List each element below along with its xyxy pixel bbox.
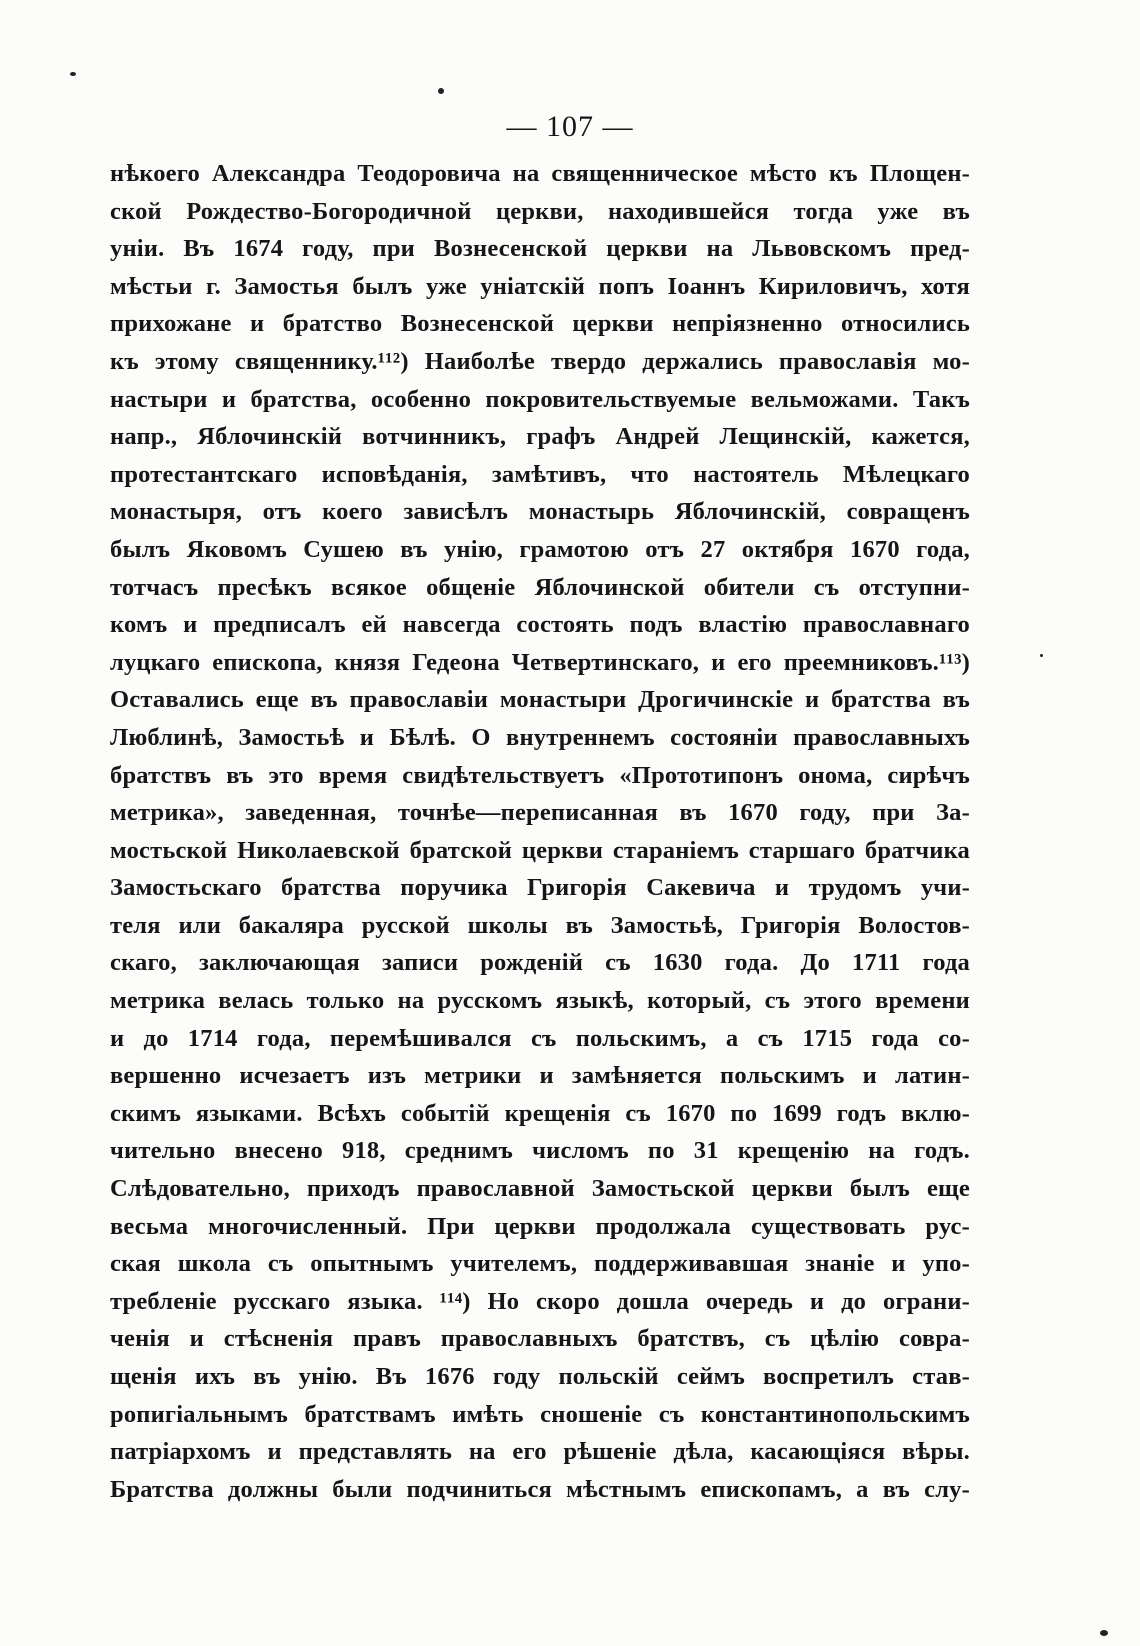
body-text <box>110 155 970 1508</box>
text-line: настыри и братства, особенно покровительствуемые вельможами. Такъ <box>110 385 970 413</box>
text-line: щенія ихъ въ унію. Въ 1676 году польскій сеймъ воспретилъ став- <box>110 1363 970 1390</box>
text-line: ской Рождество-Богородичной церкви, находившейся тогда уже въ <box>110 197 970 225</box>
text-line: къ этому священнику.¹¹²) Наиболѣе твердо держались православія мо- <box>110 347 970 375</box>
text-line: протестантскаго исповѣданія, замѣтивъ, что настоятель Мѣлецкаго <box>110 460 970 488</box>
text-line: Замостьскаго братства поручика Григорія Сакевича и трудомъ учи- <box>110 874 970 902</box>
scan-speck <box>1100 1630 1108 1636</box>
text-line: вершенно исчезаетъ изъ метрики и замѣняется польскимъ и латин- <box>110 1062 970 1090</box>
scan-speck <box>1040 654 1043 657</box>
text-line: требленіе русскаго языка. ¹¹⁴) Но скоро дошла очередь и до ограни- <box>110 1287 970 1315</box>
text-line: братствъ въ это время свидѣтельствуетъ «Прототипонъ онома, сирѣчъ <box>110 761 970 789</box>
text-line: весьма многочисленный. При церкви продолжала существовать рус- <box>110 1212 970 1240</box>
text-line: скаго, заключающая записи рожденій съ 1630 года. До 1711 года <box>110 949 970 977</box>
text-line: патріархомъ и представлять на его рѣшеніе дѣла, касающіяся вѣры. <box>110 1438 970 1466</box>
text-line: прихожане и братство Вознесенской церкви непріязненно относились <box>110 310 970 338</box>
text-line: метрика», заведенная, точнѣе—переписанная въ 1670 году, при За- <box>110 799 970 827</box>
text-line: и до 1714 года, перемѣшивался съ польскимъ, а съ 1715 года со- <box>110 1024 970 1052</box>
text-line: Слѣдовательно, приходъ православной Замостьской церкви былъ еще <box>110 1175 970 1203</box>
text-line: ская школа съ опытнымъ учителемъ, поддерживавшая знаніе и упо- <box>110 1250 970 1278</box>
text-line: монастыря, отъ коего зависѣлъ монастырь Яблочинскій, совращенъ <box>110 498 970 526</box>
text-line: луцкаго епископа, князя Гедеона Четвертинскаго, и его преемниковъ.¹¹³) <box>110 648 970 676</box>
text-line: тотчасъ пресѣкъ всякое общеніе Яблочинской обители съ отступни- <box>110 573 970 601</box>
text-line: метрика велась только на русскомъ языкѣ, который, съ этого времени <box>110 987 970 1015</box>
page-number: — 107 — <box>506 110 634 143</box>
text-line: теля или бакаляра русской школы въ Замостьѣ, Григорія Волостов- <box>110 911 970 939</box>
text-line: Люблинѣ, Замостьѣ и Бѣлѣ. О внутреннемъ состояніи православныхъ <box>110 723 970 751</box>
text-line: скимъ языками. Всѣхъ событій крещенія съ 1670 по 1699 годъ вклю- <box>110 1099 970 1127</box>
text-line: напр., Яблочинскій вотчинникъ, графъ Андрей Лещинскій, кажется, <box>110 423 970 451</box>
text-line: уніи. Въ 1674 году, при Вознесенской церкви на Львовскомъ пред- <box>110 235 970 263</box>
text-line: ченія и стѣсненія правъ православныхъ братствъ, съ цѣлію совра- <box>110 1325 970 1353</box>
text-line: чительно внесено 918, среднимъ числомъ по 31 крещенію на годъ. <box>110 1137 970 1165</box>
text-line: мѣстьи г. Замостья былъ уже уніатскій попъ Іоаннъ Кириловичъ, хотя <box>110 272 970 300</box>
scan-speck <box>438 88 444 94</box>
text-line: мостьской Николаевской братской церкви стараніемъ старшаго братчика <box>110 836 970 864</box>
text-line: нѣкоего Александра Теодоровича на священническое мѣсто къ Площен- <box>110 160 970 187</box>
text-line: былъ Яковомъ Сушею въ унію, грамотою отъ 27 октября 1670 года, <box>110 535 970 563</box>
text-line: ропигіальнымъ братствамъ имѣть сношеніе съ константинопольскимъ <box>110 1400 970 1428</box>
text-line: Братства должны были подчиниться мѣстнымъ епископамъ, а въ слу- <box>110 1475 970 1503</box>
scan-speck <box>70 72 76 76</box>
text-line: комъ и предписалъ ей навсегда состоять подъ властію православнаго <box>110 611 970 639</box>
text-line: Оставались еще въ православіи монастыри Дрогичинскіе и братства въ <box>110 686 970 714</box>
